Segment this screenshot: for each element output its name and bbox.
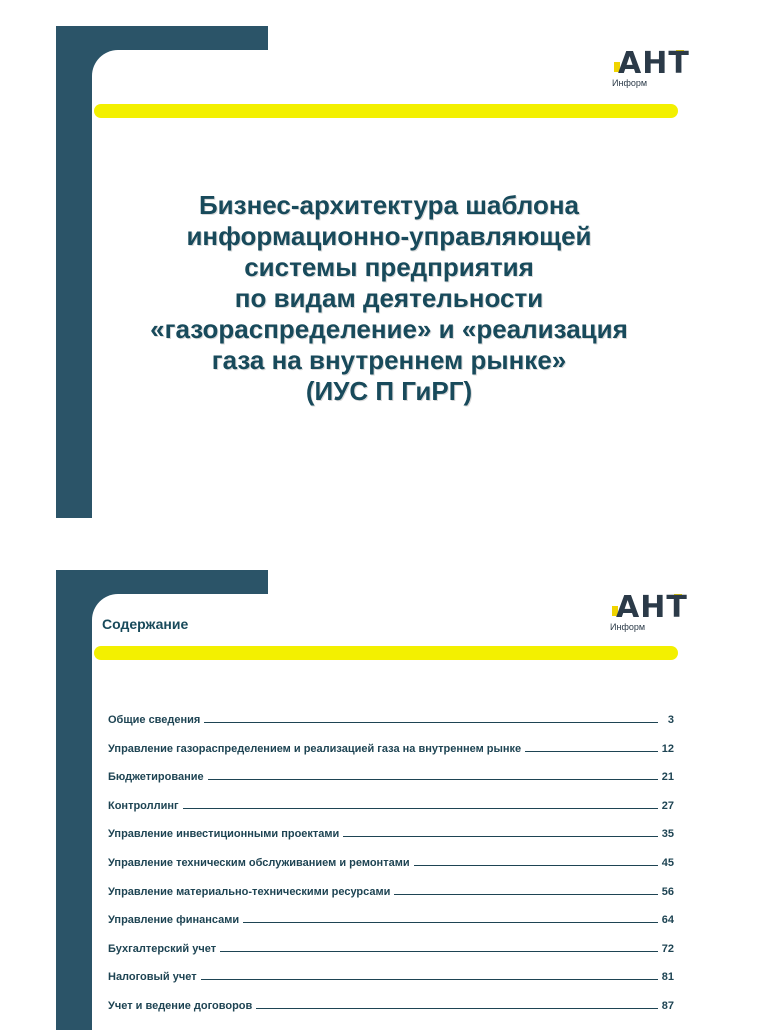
toc-entry[interactable] (108, 914, 674, 943)
toc-entry-page: 35 (661, 828, 674, 841)
accent-bar (94, 104, 678, 118)
toc-entry-label: Управление техническим обслуживанием и ремонтами (108, 856, 410, 869)
company-logo (610, 46, 710, 90)
toc-entry-page: 81 (661, 971, 674, 984)
toc-leader-line (201, 971, 658, 980)
logo-wordmark: АНТ (616, 590, 688, 625)
title-line: газа на внутреннем рынке» (211, 345, 567, 375)
toc-entry-page: 56 (661, 885, 674, 898)
toc-entry[interactable] (108, 771, 674, 800)
toc-entry-label: Управление материально-техническими ресурсами (108, 885, 391, 898)
toc-entry-label: Управление инвестиционными проектами (108, 828, 340, 841)
toc-entry-page: 45 (661, 856, 674, 869)
logo-subtitle: Информ (610, 622, 646, 632)
title-line: Бизнес-архитектура шаблона (198, 190, 579, 220)
toc-entry-label: Общие сведения (108, 714, 201, 726)
toc-entry-page: 3 (667, 714, 674, 726)
toc-entry-label: Бюджетирование (108, 771, 204, 784)
toc-leader-line (414, 857, 658, 866)
title-line: по видам деятельности (234, 283, 544, 313)
table-of-contents (108, 714, 674, 1029)
toc-entry-label: Управление финансами (108, 914, 240, 927)
contents-heading: Содержание (102, 616, 189, 632)
title-line: системы предприятия (244, 252, 534, 282)
logo-wordmark: АНТ (618, 46, 690, 81)
toc-entry-label: Бухгалтерский учет (108, 942, 217, 955)
toc-entry-label: Учет и ведение договоров (108, 999, 253, 1012)
toc-leader-line (208, 771, 658, 780)
contents-slide (0, 566, 768, 1024)
toc-entry[interactable] (108, 1000, 674, 1029)
title-line: информационно-управляющей (186, 221, 592, 251)
toc-entry-label: Налоговый учет (108, 971, 197, 984)
toc-entry[interactable] (108, 743, 674, 772)
logo-subtitle: Информ (612, 78, 648, 88)
presentation-title (130, 190, 648, 407)
accent-bar (94, 646, 678, 660)
toc-leader-line (243, 914, 658, 923)
toc-leader-line (343, 828, 658, 837)
toc-entry-page: 64 (661, 914, 674, 927)
company-logo (608, 590, 708, 634)
title-line: «газораспределение» и «реализация (150, 314, 628, 344)
toc-entry[interactable] (108, 800, 674, 829)
toc-entry-page: 21 (661, 771, 674, 784)
toc-leader-line (204, 714, 658, 723)
toc-entry[interactable] (108, 714, 674, 743)
toc-entry[interactable] (108, 943, 674, 972)
toc-entry-page: 72 (661, 942, 674, 955)
toc-entry-page: 27 (661, 799, 674, 812)
toc-leader-line (256, 1000, 658, 1009)
toc-entry[interactable] (108, 857, 674, 886)
toc-leader-line (220, 943, 658, 952)
toc-entry-label: Контроллинг (108, 799, 179, 812)
toc-entry-page: 87 (661, 999, 674, 1012)
toc-entry-page: 12 (661, 742, 674, 755)
toc-entry[interactable] (108, 828, 674, 857)
toc-entry[interactable] (108, 971, 674, 1000)
toc-entry-label: Управление газораспределением и реализацией газа на внутреннем рынке (108, 742, 522, 755)
title-line: (ИУС П ГиРГ) (305, 376, 473, 406)
toc-entry[interactable] (108, 886, 674, 915)
toc-leader-line (183, 800, 658, 809)
toc-leader-line (394, 886, 658, 895)
toc-leader-line (525, 743, 658, 752)
